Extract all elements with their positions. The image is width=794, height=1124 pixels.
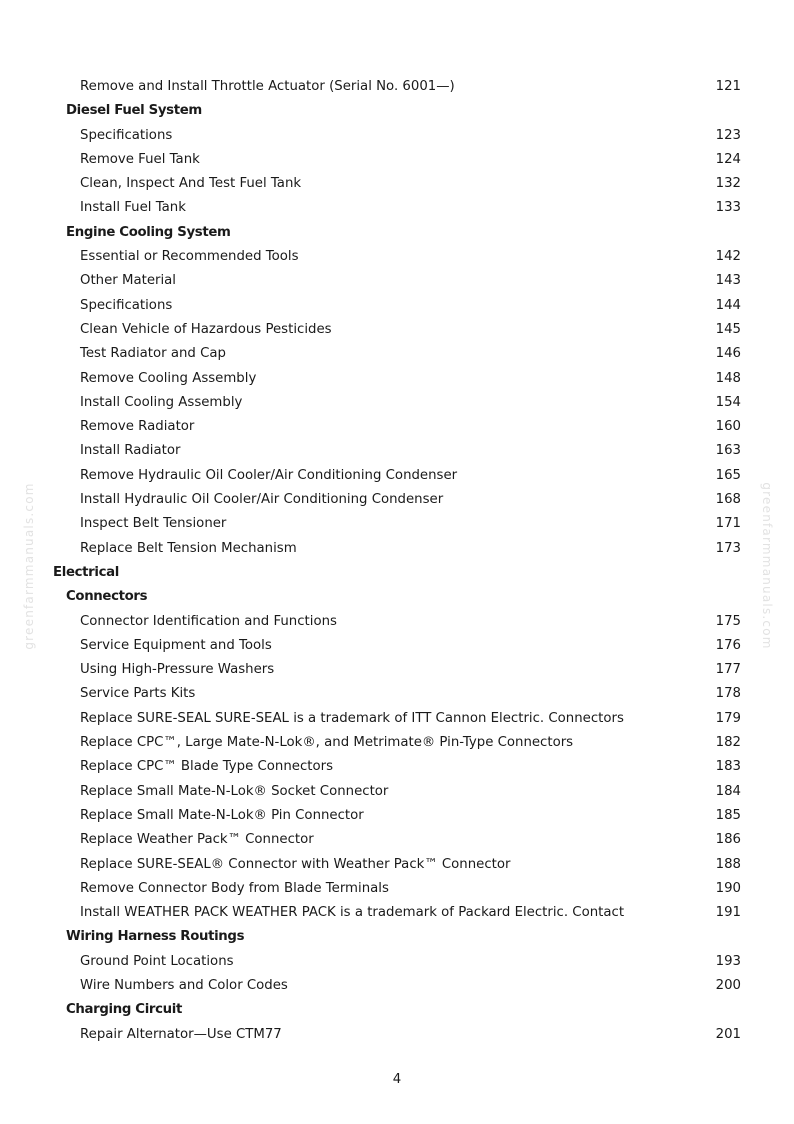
- toc-entry[interactable]: [0, 828, 794, 852]
- toc-entry[interactable]: [0, 124, 794, 148]
- toc-entry[interactable]: [0, 901, 794, 925]
- toc-entry-title: Clean Vehicle of Hazardous Pesticides: [80, 321, 332, 337]
- toc-entry[interactable]: [0, 367, 794, 391]
- toc-entry-page: 124: [715, 151, 741, 167]
- toc-entry-page: 171: [715, 516, 741, 532]
- toc-entry-page: 121: [715, 79, 741, 94]
- toc-entry-page: 185: [715, 807, 741, 823]
- toc-entry-page: 177: [715, 662, 741, 678]
- toc-entry-page: 144: [715, 297, 741, 313]
- toc-entry-title: Remove Hydraulic Oil Cooler/Air Conditioning Condenser: [80, 467, 458, 483]
- toc-entry-page: 176: [715, 637, 741, 653]
- toc-entry[interactable]: [0, 196, 794, 220]
- toc-entry[interactable]: [0, 780, 794, 804]
- toc-entry-title: Replace Weather Pack™ Connector: [80, 832, 314, 848]
- toc-entry-title: Remove Cooling Assembly: [80, 370, 257, 386]
- toc-entry-page: 179: [715, 710, 741, 726]
- toc-entry-page: 146: [715, 346, 741, 362]
- toc-entry-page: 163: [715, 443, 741, 459]
- toc-entry[interactable]: [0, 610, 794, 634]
- toc-entry-title: Remove Fuel Tank: [80, 151, 200, 167]
- toc-entry[interactable]: [0, 75, 794, 99]
- toc-entry-title: Using High-Pressure Washers: [80, 662, 275, 678]
- toc-entry-page: 201: [715, 1026, 741, 1042]
- toc-entry-title: Install Hydraulic Oil Cooler/Air Conditioning Condenser: [80, 492, 444, 508]
- toc-entry-page: 188: [715, 856, 741, 872]
- toc-entry[interactable]: [0, 294, 794, 318]
- toc-entry[interactable]: [0, 658, 794, 682]
- toc-entry-page: 148: [715, 370, 741, 386]
- toc-entry-page: 193: [715, 953, 741, 969]
- table-of-contents: [0, 75, 794, 1047]
- toc-entry-title: Ground Point Locations: [80, 953, 234, 969]
- toc-entry[interactable]: [0, 877, 794, 901]
- toc-entry[interactable]: [0, 488, 794, 512]
- toc-heading: [0, 561, 794, 585]
- toc-entry-page: 133: [715, 200, 741, 216]
- toc-entry[interactable]: [0, 950, 794, 974]
- toc-entry-title: Service Equipment and Tools: [80, 637, 272, 653]
- toc-entry-page: 132: [715, 176, 741, 192]
- toc-entry-title: Test Radiator and Cap: [80, 346, 226, 362]
- toc-entry-title: Connectors: [66, 589, 148, 605]
- toc-entry[interactable]: [0, 853, 794, 877]
- toc-entry-title: Install Fuel Tank: [80, 200, 186, 216]
- toc-entry-page: 200: [715, 977, 741, 993]
- toc-entry[interactable]: [0, 439, 794, 463]
- toc-entry[interactable]: [0, 464, 794, 488]
- toc-entry-title: Essential or Recommended Tools: [80, 249, 299, 265]
- toc-entry-page: 173: [715, 540, 741, 556]
- toc-entry-page: 184: [715, 783, 741, 799]
- toc-entry-page: 190: [715, 880, 741, 896]
- toc-entry-title: Wiring Harness Routings: [66, 929, 245, 945]
- toc-entry-page: 165: [715, 467, 741, 483]
- toc-entry[interactable]: [0, 537, 794, 561]
- toc-entry[interactable]: [0, 342, 794, 366]
- toc-entry[interactable]: [0, 269, 794, 293]
- toc-entry-title: Repair Alternator—Use CTM77: [80, 1026, 282, 1042]
- toc-entry[interactable]: [0, 755, 794, 779]
- watermark-left-text: greenfarmmanuals.com: [22, 482, 36, 650]
- toc-heading: [0, 998, 794, 1022]
- toc-entry-title: Replace SURE-SEAL® Connector with Weather Pack™ Connector: [80, 856, 511, 872]
- toc-entry[interactable]: [0, 391, 794, 415]
- toc-entry-page: 175: [715, 613, 741, 629]
- toc-entry[interactable]: [0, 245, 794, 269]
- toc-entry[interactable]: [0, 1023, 794, 1047]
- toc-entry-title: Connector Identification and Functions: [80, 613, 337, 629]
- toc-entry-title: Replace SURE-SEAL SURE-SEAL is a trademark of ITT Cannon Electric. Connectors: [80, 710, 624, 726]
- toc-entry-title: Engine Cooling System: [66, 224, 231, 240]
- toc-entry-page: 143: [715, 273, 741, 289]
- toc-entry-title: Clean, Inspect And Test Fuel Tank: [80, 176, 302, 192]
- toc-entry-title: Inspect Belt Tensioner: [80, 516, 227, 532]
- toc-heading: [0, 925, 794, 949]
- toc-entry-title: Diesel Fuel System: [66, 103, 202, 119]
- toc-entry[interactable]: [0, 682, 794, 706]
- toc-entry[interactable]: [0, 731, 794, 755]
- toc-entry-title: Replace Belt Tension Mechanism: [80, 540, 297, 556]
- toc-entry[interactable]: [0, 634, 794, 658]
- watermark-right-text: greenfarmmanuals.com: [760, 482, 774, 650]
- toc-entry-title: Replace CPC™ Blade Type Connectors: [80, 759, 334, 775]
- page-number: 4: [392, 1072, 402, 1087]
- toc-heading: [0, 221, 794, 245]
- toc-entry[interactable]: [0, 318, 794, 342]
- toc-entry-title: Remove and Install Throttle Actuator (Serial No. 6001—): [80, 79, 455, 94]
- toc-entry-title: Service Parts Kits: [80, 686, 196, 702]
- toc-entry-page: 191: [715, 905, 741, 921]
- toc-entry[interactable]: [0, 707, 794, 731]
- toc-entry-title: Install WEATHER PACK WEATHER PACK is a trademark of Packard Electric. Contact: [80, 905, 625, 921]
- toc-entry-title: Other Material: [80, 273, 176, 289]
- toc-entry-page: 160: [715, 419, 741, 435]
- toc-entry-page: 123: [715, 127, 741, 143]
- toc-entry-title: Install Radiator: [80, 443, 181, 459]
- toc-entry-page: 183: [715, 759, 741, 775]
- toc-entry-title: Remove Connector Body from Blade Terminals: [80, 880, 389, 896]
- toc-entry-title: Replace Small Mate-N-Lok® Pin Connector: [80, 807, 364, 823]
- toc-entry-page: 186: [715, 832, 741, 848]
- toc-entry-page: 168: [715, 492, 741, 508]
- toc-entry[interactable]: [0, 804, 794, 828]
- toc-heading: [0, 585, 794, 609]
- toc-entry-page: 154: [715, 394, 741, 410]
- toc-entry-title: Specifications: [80, 297, 173, 313]
- toc-heading: [0, 99, 794, 123]
- toc-entry[interactable]: [0, 148, 794, 172]
- toc-entry[interactable]: [0, 974, 794, 998]
- toc-entry[interactable]: [0, 512, 794, 536]
- toc-entry-title: Wire Numbers and Color Codes: [80, 977, 288, 993]
- toc-entry-page: 182: [715, 735, 741, 751]
- toc-entry-title: Charging Circuit: [66, 1002, 182, 1018]
- toc-entry-title: Install Cooling Assembly: [80, 394, 243, 410]
- toc-entry[interactable]: [0, 415, 794, 439]
- toc-entry-title: Replace Small Mate-N-Lok® Socket Connector: [80, 783, 389, 799]
- toc-entry-title: Electrical: [53, 564, 119, 580]
- toc-entry[interactable]: [0, 172, 794, 196]
- toc-entry-title: Specifications: [80, 127, 173, 143]
- toc-entry-page: 178: [715, 686, 741, 702]
- toc-entry-title: Replace CPC™, Large Mate-N-Lok®, and Metrimate® Pin-Type Connectors: [80, 735, 574, 751]
- toc-entry-page: 142: [715, 249, 741, 265]
- toc-entry-page: 145: [715, 321, 741, 337]
- toc-entry-title: Remove Radiator: [80, 419, 195, 435]
